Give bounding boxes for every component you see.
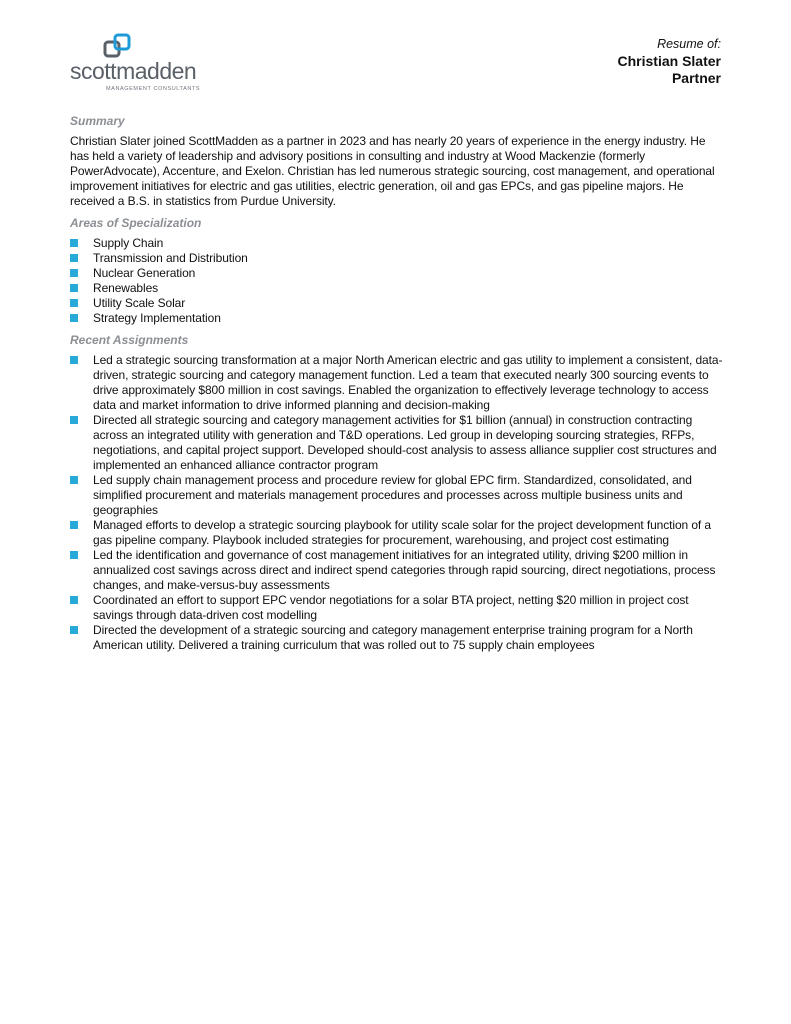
square-bullet-icon <box>70 239 78 247</box>
summary-heading: Summary <box>70 114 125 128</box>
resume-header <box>618 36 721 87</box>
list-item <box>70 281 725 296</box>
assignments-list <box>70 353 725 653</box>
list-item-text: Strategy Implementation <box>93 311 221 325</box>
person-name: Christian Slater <box>617 53 721 69</box>
company-logo <box>70 33 220 97</box>
list-item <box>70 311 725 326</box>
logo-wordmark: scottmadden <box>70 58 197 84</box>
list-item <box>70 251 725 266</box>
square-bullet-icon <box>70 284 78 292</box>
list-item-text: Renewables <box>93 281 159 295</box>
list-item <box>70 593 725 623</box>
list-item-text: Led supply chain management process and procedure review for global EPC firm. Standardized, consolidated, and simplified procurement and materials management procedures and processes across multiple business units and geographies <box>93 473 692 517</box>
list-item <box>70 473 725 518</box>
list-item-text: Directed all strategic sourcing and category management activities for $1 billion (annual) in construction contracting across an integrated utility with generation and T&D operations. Led group in developing sourcing strategies, RFPs, negotiations, and capital project support. Developed should-cost analysis to assess alliance supplier cost structures and implemented an enhanced alliance contractor program <box>93 413 717 472</box>
logo-tagline: MANAGEMENT CONSULTANTS <box>106 86 201 92</box>
list-item <box>70 266 725 281</box>
list-item <box>70 623 725 653</box>
list-item-text: Supply Chain <box>93 236 164 250</box>
specialization-heading: Areas of Specialization <box>70 216 202 230</box>
square-bullet-icon <box>70 356 78 364</box>
square-bullet-icon <box>70 626 78 634</box>
square-bullet-icon <box>70 551 78 559</box>
summary-text: Christian Slater joined ScottMadden as a partner in 2023 and has nearly 20 years of experience in the energy industry. He has held a variety of leadership and advisory positions in consulting and industry at Wood Mackenzie (formerly PowerAdvocate), Accenture, and Exelon. Christian has led numerous strategic sourcing, cost management, and operational improvement initiatives for electric and gas utilities, electric generation, oil and gas EPCs, and gas pipeline majors. He received a B.S. in statistics from Purdue University. <box>70 134 715 208</box>
square-bullet-icon <box>70 299 78 307</box>
list-item <box>70 548 725 593</box>
list-item-text: Nuclear Generation <box>93 266 196 280</box>
square-bullet-icon <box>70 521 78 529</box>
list-item-text: Managed efforts to develop a strategic sourcing playbook for utility scale solar for the project development function of a gas pipeline company. Playbook included strategies for procurement, warehousing, and project cost estimating <box>93 518 711 547</box>
square-bullet-icon <box>70 269 78 277</box>
square-bullet-icon <box>70 416 78 424</box>
specialization-list <box>70 236 725 326</box>
person-title: Partner <box>671 70 721 86</box>
list-item-text: Coordinated an effort to support EPC vendor negotiations for a solar BTA project, netting $20 million in project cost savings through data-driven cost modelling <box>93 593 689 622</box>
square-bullet-icon <box>70 254 78 262</box>
resume-body <box>70 114 725 660</box>
list-item <box>70 353 725 413</box>
list-item-text: Transmission and Distribution <box>93 251 248 265</box>
resume-of-label: Resume of: <box>657 37 721 51</box>
assignments-heading: Recent Assignments <box>70 333 189 347</box>
list-item <box>70 413 725 473</box>
list-item-text: Led a strategic sourcing transformation at a major North American electric and gas utility to implement a consistent, data-driven, strategic sourcing and category management function. Led a team that executed nearly 300 sourcing events to drive approximately $800 million in cost savings. Enabled the organization to effectively leverage technology to access data and market information to drive informed planning and decision-making <box>93 353 723 412</box>
square-bullet-icon <box>70 476 78 484</box>
square-bullet-icon <box>70 596 78 604</box>
logo-mark-icon <box>103 33 133 59</box>
list-item-text: Led the identification and governance of cost management initiatives for an integrated utility, driving $200 million in annualized cost savings across direct and indirect spend categories through rapid sourcing, direct negotiations, process changes, and make-versus-buy assessments <box>93 548 716 592</box>
list-item <box>70 518 725 548</box>
square-bullet-icon <box>70 314 78 322</box>
list-item <box>70 296 725 311</box>
list-item-text: Directed the development of a strategic sourcing and category management enterprise training program for a North American utility. Delivered a training curriculum that was rolled out to 75 supply chain employees <box>93 623 693 652</box>
list-item <box>70 236 725 251</box>
list-item-text: Utility Scale Solar <box>93 296 186 310</box>
